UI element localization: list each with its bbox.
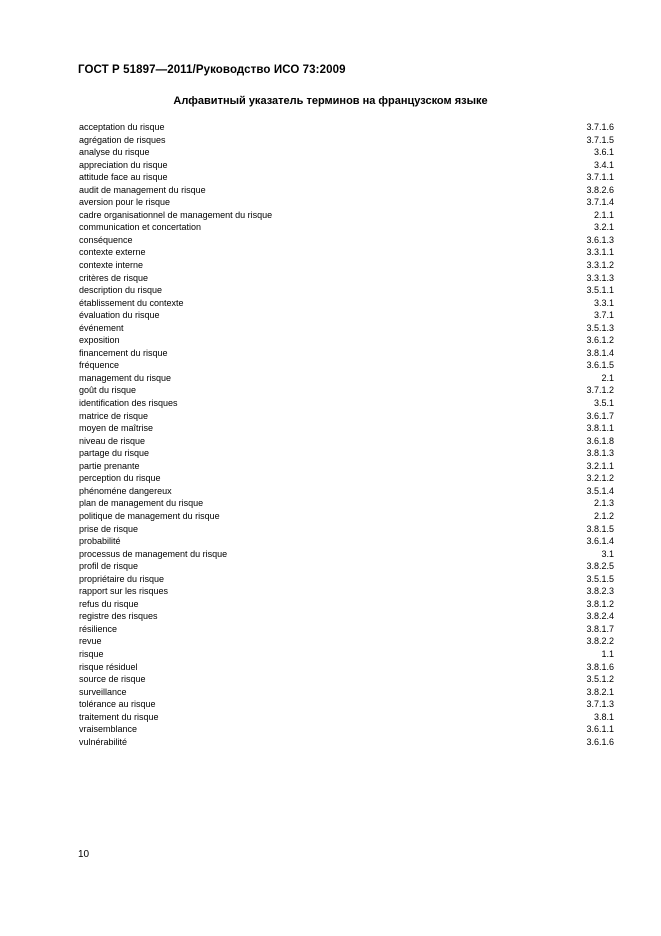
index-term: registre des risques bbox=[79, 611, 158, 622]
index-section-ref: 1.1 bbox=[601, 648, 614, 659]
index-term: établissement du contexte bbox=[79, 297, 184, 308]
index-section-ref: 3.5.1 bbox=[593, 398, 614, 409]
index-section-ref: 3.8.2.6 bbox=[586, 184, 614, 195]
index-term: processus de management du risque bbox=[79, 548, 228, 559]
index-term: goût du risque bbox=[79, 385, 137, 396]
index-term: revue bbox=[79, 636, 102, 647]
index-term: résilience bbox=[79, 623, 118, 634]
index-entry bbox=[79, 585, 614, 598]
index-entry bbox=[79, 272, 614, 285]
index-section-ref: 3.7.1.4 bbox=[586, 197, 614, 208]
index-term: partie prenante bbox=[79, 460, 140, 471]
index-section-ref: 2.1.2 bbox=[593, 510, 614, 521]
index-section-ref: 3.8.2.3 bbox=[586, 586, 614, 597]
index-entry bbox=[79, 472, 614, 485]
index-term: source de risque bbox=[79, 674, 146, 685]
index-entry bbox=[79, 661, 614, 674]
index-term: matrice de risque bbox=[79, 410, 149, 421]
index-entry bbox=[79, 497, 614, 510]
index-term: phénoméne dangereux bbox=[79, 485, 172, 496]
index-section-ref: 3.3.1.3 bbox=[586, 272, 614, 283]
index-section-ref: 3.8.1.4 bbox=[586, 347, 614, 358]
index-entry bbox=[79, 523, 614, 536]
index-entry bbox=[79, 635, 614, 648]
index-term: description du risque bbox=[79, 285, 163, 296]
index-term: rapport sur les risques bbox=[79, 586, 169, 597]
index-section-ref: 3.8.1.6 bbox=[586, 661, 614, 672]
index-section-ref: 3.7.1.3 bbox=[586, 699, 614, 710]
index-section-ref: 2.1 bbox=[601, 372, 614, 383]
index-term: traitement du risque bbox=[79, 711, 159, 722]
index-entry bbox=[79, 372, 614, 385]
index-entry bbox=[79, 447, 614, 460]
index-section-ref: 3.3.1.1 bbox=[586, 247, 614, 258]
index-section-ref: 3.6.1.8 bbox=[586, 435, 614, 446]
index-entry bbox=[79, 309, 614, 322]
index-entry bbox=[79, 535, 614, 548]
index-term: politique de management du risque bbox=[79, 510, 220, 521]
index-term: audit de management du risque bbox=[79, 184, 206, 195]
document-header: ГОСТ Р 51897—2011/Руководство ИСО 73:2009 bbox=[78, 64, 346, 76]
index-section-ref: 3.7.1.2 bbox=[586, 385, 614, 396]
index-section-ref: 3.7.1.1 bbox=[586, 172, 614, 183]
index-term: aversion pour le risque bbox=[79, 197, 171, 208]
index-section-ref: 3.7.1.5 bbox=[586, 134, 614, 145]
index-section-ref: 3.2.1.2 bbox=[586, 473, 614, 484]
index-section-ref: 3.8.1.3 bbox=[586, 448, 614, 459]
index-section-ref: 3.8.1.7 bbox=[586, 623, 614, 634]
index-section-ref: 2.1.1 bbox=[593, 209, 614, 220]
index-entry bbox=[79, 297, 614, 310]
index-entry bbox=[79, 209, 614, 222]
index-entry bbox=[79, 121, 614, 134]
index-term: profil de risque bbox=[79, 561, 139, 572]
index-entry bbox=[79, 322, 614, 335]
index-term: fréquence bbox=[79, 360, 120, 371]
index-section-ref: 3.5.1.3 bbox=[586, 322, 614, 333]
index-term: identification des risques bbox=[79, 398, 178, 409]
index-entry bbox=[79, 548, 614, 561]
index-entry bbox=[79, 711, 614, 724]
index-entry bbox=[79, 435, 614, 448]
index-section-ref: 3.5.1.2 bbox=[586, 674, 614, 685]
index-entry bbox=[79, 673, 614, 686]
index-term: tolérance au risque bbox=[79, 699, 156, 710]
index-section-ref: 3.4.1 bbox=[593, 159, 614, 170]
index-entry bbox=[79, 359, 614, 372]
index-term: partage du risque bbox=[79, 448, 150, 459]
index-section-ref: 3.8.2.2 bbox=[586, 636, 614, 647]
index-entry bbox=[79, 234, 614, 247]
index-term: management du risque bbox=[79, 372, 172, 383]
index-term: propriétaire du risque bbox=[79, 573, 165, 584]
index-section-ref: 3.6.1.1 bbox=[586, 724, 614, 735]
index-section-ref: 3.8.1 bbox=[593, 711, 614, 722]
index-term: analyse du risque bbox=[79, 147, 150, 158]
index-section-ref: 3.7.1 bbox=[593, 310, 614, 321]
index-entry bbox=[79, 410, 614, 423]
index-entry bbox=[79, 573, 614, 586]
index-term: niveau de risque bbox=[79, 435, 146, 446]
index-term: critères de risque bbox=[79, 272, 149, 283]
index-section-ref: 3.3.1.2 bbox=[586, 260, 614, 271]
index-entry bbox=[79, 384, 614, 397]
index-entry bbox=[79, 648, 614, 661]
index-entry bbox=[79, 485, 614, 498]
index-section-ref: 3.6.1.4 bbox=[586, 536, 614, 547]
index-section-ref: 3.8.2.5 bbox=[586, 561, 614, 572]
index-term: prise de risque bbox=[79, 523, 139, 534]
index-term: appreciation du risque bbox=[79, 159, 168, 170]
index-entry bbox=[79, 623, 614, 636]
index-term: contexte interne bbox=[79, 260, 144, 271]
index-term: plan de management du risque bbox=[79, 498, 204, 509]
index-section-ref: 3.2.1.1 bbox=[586, 460, 614, 471]
term-index-list bbox=[79, 121, 614, 748]
index-entry bbox=[79, 560, 614, 573]
index-term: probabilité bbox=[79, 536, 121, 547]
index-entry bbox=[79, 146, 614, 159]
index-term: perception du risque bbox=[79, 473, 161, 484]
index-section-ref: 3.8.1.2 bbox=[586, 598, 614, 609]
index-entry bbox=[79, 246, 614, 259]
index-entry bbox=[79, 221, 614, 234]
index-term: évaluation du risque bbox=[79, 310, 160, 321]
index-section-ref: 2.1.3 bbox=[593, 498, 614, 509]
page-number: 10 bbox=[78, 849, 90, 860]
index-section-ref: 3.5.1.1 bbox=[586, 285, 614, 296]
index-entry bbox=[79, 686, 614, 699]
index-section-ref: 3.7.1.6 bbox=[586, 122, 614, 132]
index-entry bbox=[79, 598, 614, 611]
index-term: vulnérabilité bbox=[79, 736, 128, 747]
index-entry bbox=[79, 196, 614, 209]
index-section-ref: 3.8.1.1 bbox=[586, 423, 614, 434]
index-section-ref: 3.2.1 bbox=[593, 222, 614, 233]
index-entry bbox=[79, 347, 614, 360]
index-entry bbox=[79, 422, 614, 435]
index-entry bbox=[79, 610, 614, 623]
index-term: acceptation du risque bbox=[79, 122, 165, 132]
index-term: vraisemblance bbox=[79, 724, 138, 735]
index-term: financement du risque bbox=[79, 347, 168, 358]
index-entry bbox=[79, 736, 614, 749]
index-section-ref: 3.8.2.1 bbox=[586, 686, 614, 697]
index-section-ref: 3.6.1.3 bbox=[586, 234, 614, 245]
index-entry bbox=[79, 334, 614, 347]
index-section-ref: 3.8.2.4 bbox=[586, 611, 614, 622]
index-term: événement bbox=[79, 322, 124, 333]
index-entry bbox=[79, 397, 614, 410]
index-entry bbox=[79, 259, 614, 272]
index-term: refus du risque bbox=[79, 598, 139, 609]
index-term: communication et concertation bbox=[79, 222, 202, 233]
index-section-ref: 3.6.1.6 bbox=[586, 736, 614, 747]
index-title: Алфавитный указатель терминов на французском языке bbox=[173, 95, 488, 107]
index-term: risque bbox=[79, 648, 104, 659]
index-section-ref: 3.6.1.2 bbox=[586, 335, 614, 346]
index-section-ref: 3.6.1.5 bbox=[586, 360, 614, 371]
index-term: exposition bbox=[79, 335, 120, 346]
index-term: surveillance bbox=[79, 686, 127, 697]
index-term: contexte externe bbox=[79, 247, 146, 258]
index-term: risque résiduel bbox=[79, 661, 138, 672]
index-term: conséquence bbox=[79, 234, 133, 245]
index-entry bbox=[79, 134, 614, 147]
index-entry bbox=[79, 284, 614, 297]
index-entry bbox=[79, 184, 614, 197]
index-section-ref: 3.6.1.7 bbox=[586, 410, 614, 421]
index-section-ref: 3.8.1.5 bbox=[586, 523, 614, 534]
index-entry bbox=[79, 698, 614, 711]
index-term: agrégation de risques bbox=[79, 134, 166, 145]
index-entry bbox=[79, 171, 614, 184]
index-section-ref: 3.3.1 bbox=[593, 297, 614, 308]
index-entry bbox=[79, 723, 614, 736]
index-entry bbox=[79, 510, 614, 523]
index-term: attitude face au risque bbox=[79, 172, 168, 183]
index-term: cadre organisationnel de management du risque bbox=[79, 209, 273, 220]
index-term: moyen de maîtrise bbox=[79, 423, 154, 434]
index-section-ref: 3.5.1.5 bbox=[586, 573, 614, 584]
index-section-ref: 3.5.1.4 bbox=[586, 485, 614, 496]
index-entry bbox=[79, 460, 614, 473]
index-section-ref: 3.6.1 bbox=[593, 147, 614, 158]
index-section-ref: 3.1 bbox=[601, 548, 614, 559]
index-entry bbox=[79, 159, 614, 172]
